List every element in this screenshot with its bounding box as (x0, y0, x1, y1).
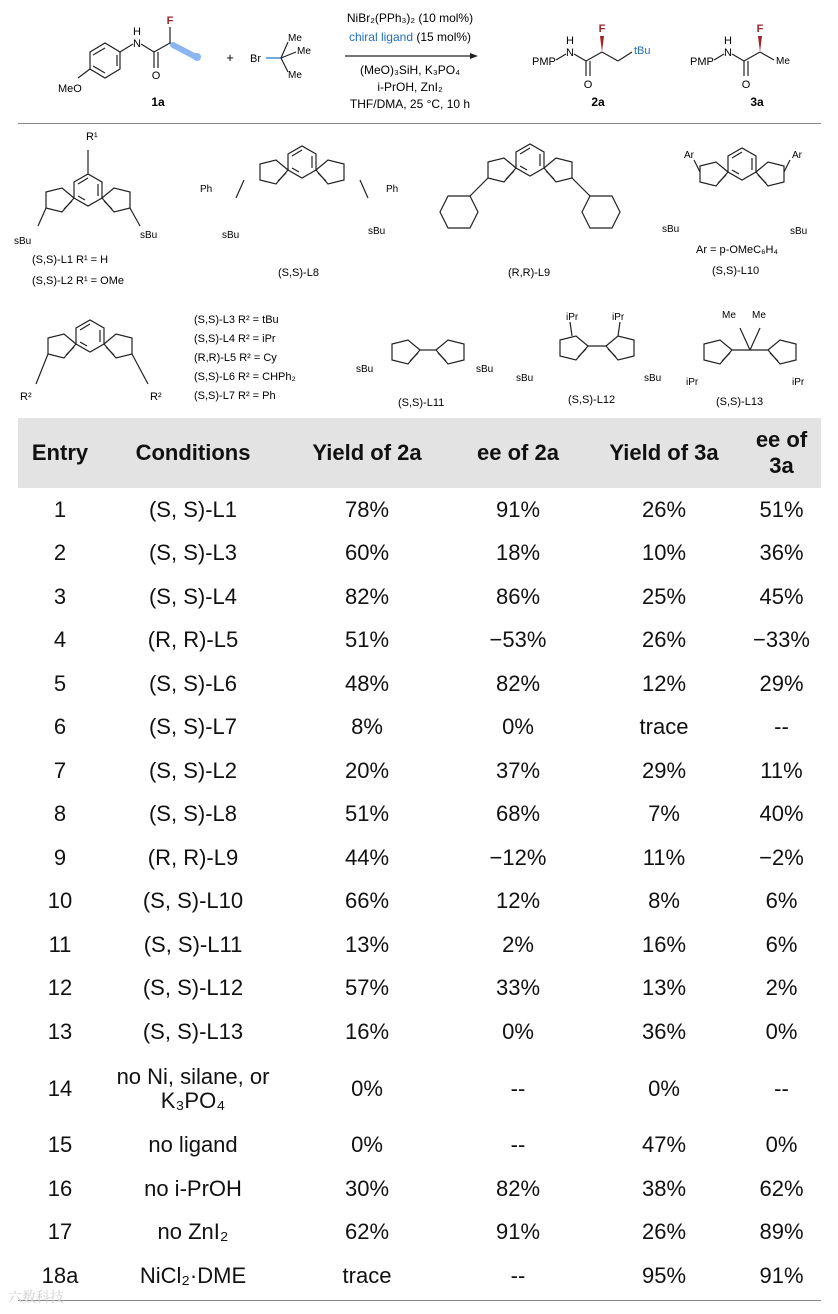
table-row (18, 793, 821, 837)
yield-3a-cell: 16% (641, 931, 687, 957)
table-row (18, 836, 821, 880)
watermark: 六数科技 (8, 1289, 64, 1305)
header-yield-2a: Yield of 2a (284, 418, 450, 488)
ligand-structures (0, 0, 838, 418)
header-ee-3a: ee of 3a (742, 418, 821, 488)
sbu-l12-right: sBu (644, 373, 662, 384)
atom-o-2a: O (583, 79, 593, 91)
ee-2a-cell: 68% (495, 801, 541, 827)
ee-3a-cell: 6% (765, 888, 798, 914)
sbu-l1-left: sBu (14, 236, 32, 247)
ee-2a-cell: 12% (495, 888, 541, 914)
sbu-l8-right: sBu (368, 226, 386, 237)
yield-2a-cell: 0% (351, 1132, 383, 1158)
pmp-3a: PMP (690, 56, 714, 68)
ligand-l4-label: (S,S)-L4 R² = iPr (194, 333, 276, 345)
header-ee-2a: ee of 2a (450, 418, 586, 488)
ligand-l13-label: (S,S)-L13 (716, 396, 764, 408)
atom-n-3a: N (724, 47, 732, 59)
yield-2a-cell: 44% (344, 844, 390, 870)
atom-f-2a: F (598, 23, 606, 35)
table-row (18, 880, 821, 924)
compound-1a-label: 1a (151, 95, 165, 109)
ee-3a-cell: -- (774, 1075, 789, 1101)
solvent-temp-text: THF/DMA, 25 °C, 10 h (349, 97, 471, 111)
yield-3a-cell: 12% (641, 670, 687, 696)
yield-3a-cell: 38% (641, 1175, 687, 1201)
ee-2a-cell: 0% (502, 714, 534, 740)
entry-cell: 17 (47, 1219, 73, 1245)
ligand-l7-label: (S,S)-L7 R² = Ph (194, 390, 276, 402)
sbu-l12-left: sBu (516, 373, 534, 384)
ee-3a-cell: 0% (765, 1132, 798, 1158)
header-conditions: Conditions (102, 418, 284, 488)
catalyst-text: NiBr₂(PPh₃)₂ (10 mol%) (346, 11, 474, 25)
yield-2a-cell: 78% (344, 496, 390, 522)
ee-2a-cell: 91% (495, 1219, 541, 1245)
yield-3a-cell: 10% (641, 540, 687, 566)
yield-2a-cell: 51% (344, 801, 390, 827)
ph-l8-left: Ph (200, 184, 213, 195)
ee-2a-cell: 37% (495, 757, 541, 783)
ee-3a-cell: −33% (753, 627, 810, 653)
table-row (18, 749, 821, 793)
ee-2a-cell: 2% (502, 931, 534, 957)
conditions-cell: (S, S)-L8 (148, 801, 238, 827)
ee-3a-cell: 11% (760, 757, 803, 783)
entry-cell: 12 (47, 975, 73, 1001)
entry-cell: 4 (53, 627, 67, 653)
ee-2a-cell: 33% (495, 975, 541, 1001)
entry-cell: 6 (53, 714, 67, 740)
methyl-3: Me (288, 70, 302, 81)
yield-3a-cell: 26% (641, 627, 687, 653)
sbu-l8-left: sBu (222, 230, 240, 241)
table-row (18, 662, 821, 706)
results-table (18, 418, 821, 1298)
header-yield-3a: Yield of 3a (586, 418, 742, 488)
methyl-1: Me (288, 33, 302, 44)
table-row (18, 532, 821, 576)
atom-br: Br (250, 53, 261, 65)
ee-2a-cell: 86% (495, 583, 541, 609)
ligand-l3-l7-structure (36, 320, 148, 384)
atom-n-1a: N (133, 38, 141, 50)
methyl-2: Me (297, 46, 311, 57)
yield-2a-cell: 16% (344, 1018, 390, 1044)
ee-2a-cell: 18% (495, 540, 541, 566)
compound-3a-label: 3a (750, 95, 764, 109)
conditions-cell: (S, S)-L6 (148, 670, 238, 696)
ligand-l3-label: (S,S)-L3 R² = tBu (194, 314, 279, 326)
yield-2a-cell: 13% (344, 931, 390, 957)
conditions-cell: (S, S)-L4 (148, 583, 238, 609)
table-row (18, 575, 821, 619)
ee-3a-cell: −2% (759, 844, 804, 870)
yield-2a-cell: 62% (344, 1219, 390, 1245)
ligand-l8-structure (236, 146, 368, 198)
ligand-l12-structure (560, 322, 634, 360)
yield-2a-cell: 20% (344, 757, 390, 783)
yield-3a-cell: 7% (648, 801, 680, 827)
table-row (18, 1054, 821, 1124)
ee-2a-cell: −53% (489, 627, 547, 653)
entry-cell: 10 (47, 888, 73, 914)
conditions-cell: (S, S)-L13 (142, 1018, 244, 1044)
conditions-cell: NiCl₂·DME (139, 1262, 247, 1288)
methoxy-1a: MeO (58, 83, 82, 95)
ee-2a-cell: 0% (502, 1018, 534, 1044)
compound-2a-label: 2a (591, 95, 605, 109)
me-l13-right: Me (752, 310, 766, 321)
ipr-l12-right: iPr (612, 312, 625, 323)
r2-left: R² (20, 391, 32, 403)
ph-l8-right: Ph (386, 184, 399, 195)
table-row (18, 1010, 821, 1054)
entry-cell: 13 (47, 1018, 73, 1044)
entry-cell: 2 (53, 540, 67, 566)
ligand-l6-label: (S,S)-L6 R² = CHPh₂ (194, 371, 296, 383)
conditions-cell: (S, S)-L7 (148, 714, 238, 740)
conditions-cell: (S, S)-L3 (148, 540, 238, 566)
yield-3a-cell: 26% (641, 496, 687, 522)
silane-base-text: (MeO)₃SiH, K₃PO₄ (359, 63, 461, 77)
table-row (18, 1254, 821, 1298)
ipr-l13-left: iPr (686, 377, 699, 388)
conditions-cell: no ligand (148, 1132, 238, 1158)
ligand-l2-label: (S,S)-L2 R¹ = OMe (32, 275, 124, 287)
atom-f-1a: F (166, 15, 174, 27)
conditions-cell: (S, S)-L10 (142, 888, 244, 914)
ligand-l1-label: (S,S)-L1 R¹ = H (32, 254, 109, 266)
atom-n-2a: N (566, 47, 574, 59)
table-row (18, 706, 821, 750)
r1-label: R¹ (86, 131, 98, 143)
ee-2a-cell: -- (510, 1075, 526, 1101)
table-row (18, 1124, 821, 1168)
yield-2a-cell: 60% (344, 540, 390, 566)
ligand-l10-label: (S,S)-L10 (712, 265, 760, 277)
ee-2a-cell: -- (510, 1262, 526, 1288)
entry-cell: 14 (47, 1075, 73, 1101)
yield-2a-cell: 8% (351, 714, 383, 740)
ee-3a-cell: 62% (759, 1175, 804, 1201)
yield-3a-cell: 36% (641, 1018, 687, 1044)
ee-2a-cell: −12% (489, 844, 547, 870)
yield-3a-cell: 13% (641, 975, 687, 1001)
entry-cell: 8 (53, 801, 67, 827)
entry-cell: 1 (53, 496, 67, 522)
ee-3a-cell: 40% (759, 801, 804, 827)
ee-3a-cell: 6% (765, 931, 798, 957)
yield-2a-cell: 48% (344, 670, 390, 696)
methyl-3a: Me (776, 56, 790, 67)
conditions-cell: no i-PrOH (144, 1175, 242, 1201)
table-header-row (18, 418, 821, 488)
ee-3a-cell: 2% (765, 975, 798, 1001)
atom-h-3a: H (724, 35, 732, 47)
yield-3a-cell: 25% (641, 583, 687, 609)
yield-3a-cell: 8% (648, 888, 680, 914)
table-row (18, 488, 821, 532)
yield-3a-cell: 47% (641, 1132, 687, 1158)
entry-cell: 3 (53, 583, 67, 609)
conditions-cell: (S, S)-L11 (143, 931, 243, 957)
atom-o-3a: O (741, 79, 751, 91)
yield-2a-cell: trace (342, 1262, 392, 1288)
ligand-l11-label: (S,S)-L11 (398, 397, 445, 409)
ligand-l8-label: (S,S)-L8 (278, 267, 319, 279)
entry-cell: 18a (41, 1262, 79, 1288)
pmp-2a: PMP (532, 56, 556, 68)
tbu-2a: tBu (634, 45, 651, 57)
ee-2a-cell: 91% (495, 496, 541, 522)
entry-cell: 16 (47, 1175, 73, 1201)
ee-2a-cell: -- (510, 1132, 526, 1158)
ligand-l1-l2-structure (38, 150, 140, 226)
table-row (18, 1211, 821, 1255)
yield-3a-cell: 95% (641, 1262, 687, 1288)
yield-3a-cell: trace (639, 714, 689, 740)
conditions-cell: (S, S)-L2 (148, 757, 238, 783)
ligand-l12-label: (S,S)-L12 (568, 394, 616, 406)
ipr-l12-left: iPr (566, 312, 579, 323)
ar-l10-right: Ar (792, 150, 802, 161)
ee-3a-cell: 89% (759, 1219, 804, 1245)
r2-right: R² (150, 391, 162, 403)
table-row (18, 619, 821, 663)
conditions-cell: (R, R)-L9 (147, 844, 239, 870)
yield-3a-cell: 29% (641, 757, 687, 783)
sbu-l11-left: sBu (356, 364, 374, 375)
entry-cell: 9 (53, 844, 67, 870)
ligand-l13-structure (704, 328, 796, 364)
ligand-l9-label: (R,R)-L9 (508, 267, 551, 279)
header-entry: Entry (18, 418, 102, 488)
additive-text: i-PrOH, ZnI₂ (377, 80, 443, 94)
ar-definition: Ar = p-OMeC₆H₄ (696, 244, 778, 256)
ee-2a-cell: 82% (495, 670, 541, 696)
table-bottom-rule (18, 1300, 821, 1301)
conditions-cell: (S, S)-L12 (142, 975, 244, 1001)
ligand-text: chiral ligand (15 mol%) (348, 30, 472, 44)
atom-f-3a: F (756, 23, 764, 35)
me-l13-left: Me (722, 310, 736, 321)
ligand-l9-structure (440, 144, 620, 228)
yield-2a-cell: 66% (344, 888, 390, 914)
yield-2a-cell: 57% (344, 975, 390, 1001)
conditions-cell: (S, S)-L1 (148, 496, 238, 522)
ipr-l13-right: iPr (792, 377, 805, 388)
ligand-l11-structure (392, 340, 464, 364)
entry-cell: 11 (48, 931, 72, 957)
ee-3a-cell: 36% (759, 540, 804, 566)
table-row (18, 923, 821, 967)
ee-3a-cell: -- (774, 714, 789, 740)
conditions-cell: no Ni, silane, or K₃PO₄ (116, 1063, 270, 1113)
table-row (18, 967, 821, 1011)
entry-cell: 7 (53, 757, 67, 783)
ee-3a-cell: 0% (765, 1018, 798, 1044)
ligand-l10-structure (694, 148, 790, 186)
conditions-cell: no ZnI₂ (157, 1219, 229, 1245)
yield-3a-cell: 26% (641, 1219, 687, 1245)
entry-cell: 15 (47, 1132, 73, 1158)
yield-2a-cell: 51% (344, 627, 390, 653)
ee-3a-cell: 51% (759, 496, 804, 522)
ee-3a-cell: 91% (759, 1262, 804, 1288)
plus-sign: + (226, 50, 234, 65)
sbu-l10-right: sBu (790, 226, 808, 237)
atom-o-1a: O (151, 70, 161, 82)
ligand-l5-label: (R,R)-L5 R² = Cy (194, 352, 277, 364)
entry-cell: 5 (53, 670, 67, 696)
sbu-l11-right: sBu (476, 364, 494, 375)
ee-3a-cell: 29% (759, 670, 804, 696)
yield-3a-cell: 0% (648, 1075, 680, 1101)
atom-h-1a: H (133, 26, 141, 38)
conditions-cell: (R, R)-L5 (147, 627, 239, 653)
ee-2a-cell: 82% (495, 1175, 541, 1201)
yield-2a-cell: 82% (344, 583, 390, 609)
sbu-l1-right: sBu (140, 230, 158, 241)
yield-3a-cell: 11% (642, 844, 686, 870)
yield-2a-cell: 0% (351, 1075, 383, 1101)
sbu-l10-left: sBu (662, 224, 680, 235)
yield-2a-cell: 30% (344, 1175, 390, 1201)
table-row (18, 1167, 821, 1211)
ee-3a-cell: 45% (759, 583, 804, 609)
atom-h-2a: H (566, 35, 574, 47)
ar-l10-left: Ar (684, 150, 694, 161)
